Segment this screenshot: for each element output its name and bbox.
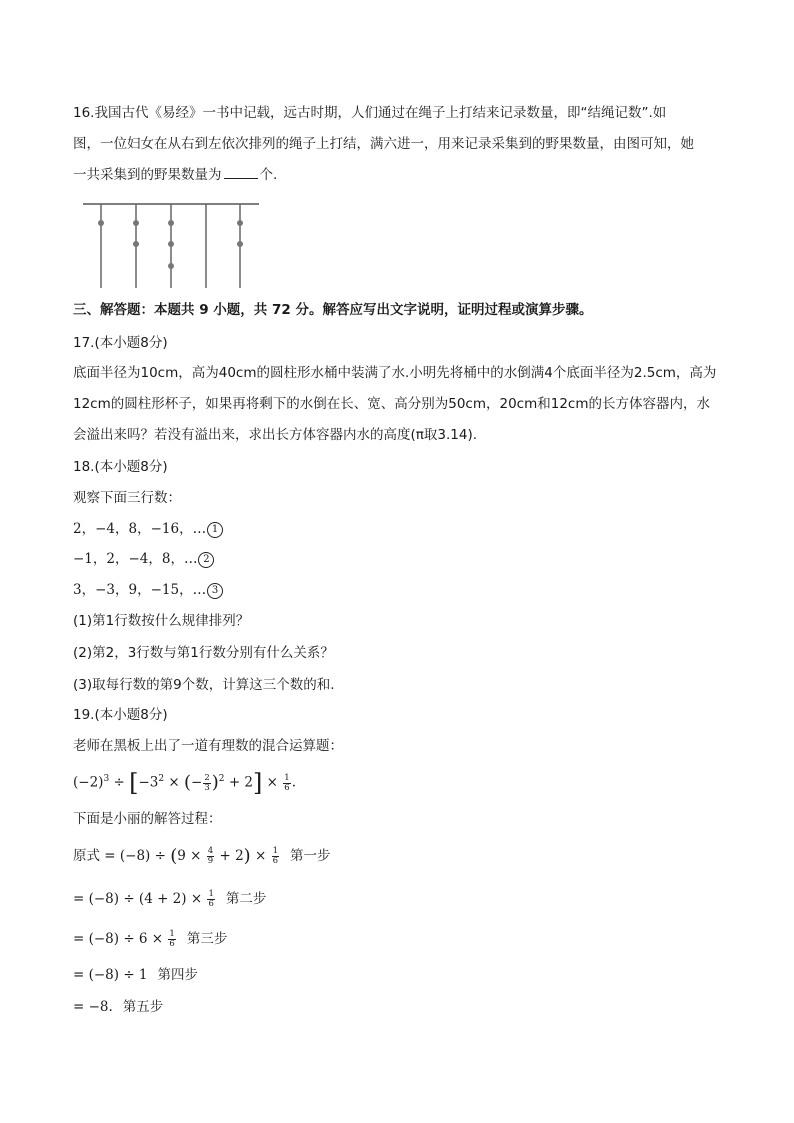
- q17-header: 17.(本小题8分): [73, 335, 168, 351]
- rope-knot: [133, 220, 139, 226]
- rope-knot: [237, 220, 243, 226]
- rope-knot: [98, 220, 104, 226]
- q19-expression: $(-2)^3 \div [-3^2$ × (− $\frac{2}{3}$ )$^2$ + 2] × $\frac{1}{6}$ .: [73, 769, 297, 797]
- step-4-expr: = (−8) ÷ 1: [73, 967, 148, 983]
- step-1-label: 第一步: [290, 848, 331, 864]
- q19-header: 19.(本小题8分): [73, 707, 168, 723]
- circled-number-3: 3: [207, 583, 223, 599]
- frac-num: 1: [272, 846, 279, 856]
- frac-num: 1: [284, 772, 290, 783]
- step-5-expr: = −8.: [73, 999, 113, 1015]
- fraction-4-9: [207, 847, 214, 866]
- q18-row-1-values: 2，−4，8，−16，…: [73, 521, 207, 537]
- step-2-expr: = (−8) ÷ (4 + 2) ×: [73, 891, 207, 907]
- fraction-1-6: [272, 847, 279, 866]
- step-4-label: 第四步: [157, 967, 199, 983]
- rope-knot: [168, 220, 174, 226]
- frac-num: 1: [169, 929, 175, 939]
- q19-solution-intro: 下面是小丽的解答过程：: [73, 811, 222, 827]
- solution-step-5: [73, 997, 163, 1017]
- rope-knot: [237, 241, 243, 247]
- q18-header: 18.(本小题8分): [73, 459, 168, 475]
- frac-num: 1: [208, 889, 214, 899]
- fraction-1-6: [168, 930, 175, 949]
- answer-blank: [224, 166, 258, 179]
- expr-exp: 3: [103, 774, 110, 784]
- fraction-1-6: [207, 890, 214, 909]
- right-paren: ): [211, 772, 219, 793]
- section-3-desc: 解答应写出文字说明，证明过程或演算步骤。: [322, 302, 593, 318]
- section-3-title: 三、解答题：: [73, 302, 154, 318]
- q18-row-3: [73, 581, 223, 599]
- step-2-label: 第二步: [225, 891, 267, 907]
- frac-den: 6: [272, 856, 279, 866]
- expr-div: ÷: [109, 774, 130, 791]
- rope-knot: [168, 241, 174, 247]
- q17-line-2: 12cm的圆柱形杯子，如果再将剩下的水倒在长、宽、高分别为50cm，20cm和12cm的长方体容器内，水: [73, 396, 711, 412]
- q16-line-3: [73, 166, 277, 184]
- step-3-expr: = (−8) ÷ 6 ×: [73, 931, 168, 947]
- q19-intro: 老师在黑板上出了一道有理数的混合运算题：: [73, 738, 343, 754]
- solution-step-1: [73, 842, 331, 871]
- expr-square: 2: [218, 774, 225, 784]
- frac-den: 6: [284, 782, 290, 793]
- step-1-part-b: 9 ×: [177, 848, 206, 864]
- step-3-label: 第三步: [186, 931, 228, 947]
- q18-row-2-values: −1，2，−4，8，…: [73, 551, 198, 567]
- step-1-part-c: + 2: [215, 848, 244, 864]
- step-1-part-d: ×: [250, 848, 271, 864]
- fraction-2-3: [203, 774, 210, 793]
- q18-subq-2: (2)第2，3行数与第1行数分别有什么关系？: [73, 645, 334, 661]
- q16-line-2: 图，一位妇女在从右到左依次排列的绳子上打结，满六进一，用来记录采集到的野果数量，由图可知，她: [73, 136, 694, 152]
- solution-step-2: [73, 885, 266, 913]
- section-3-count: 本题共 9 小题，共 72 分。: [154, 302, 323, 318]
- q18-subq-3: (3)取每行数的第9个数，计算这三个数的和.: [73, 677, 335, 693]
- frac-den: 6: [208, 899, 214, 909]
- left-paren: (: [170, 845, 178, 867]
- q18-row-3-values: 3，−3，9，−15，…: [73, 582, 207, 598]
- circled-number-2: 2: [198, 552, 214, 568]
- right-bracket: ]: [253, 769, 263, 797]
- left-bracket: [: [129, 769, 139, 797]
- solution-step-3: [73, 925, 227, 953]
- frac-den: 6: [169, 939, 175, 949]
- expr-times: ×: [164, 774, 184, 791]
- rope-knot: [133, 241, 139, 247]
- frac-num: 2: [204, 772, 210, 783]
- step-1-part-a: 原式 = (−8) ÷: [73, 848, 171, 864]
- section-3-header: [73, 301, 592, 319]
- q17-line-1: 底面半径为10cm，高为40cm的圆柱形水桶中装满了水.小明先将桶中的水倒满4个底面半径为2.5cm，高为: [73, 365, 717, 381]
- q16-line-3-end: 个.: [259, 167, 278, 183]
- expr-plus: + 2: [224, 774, 254, 791]
- q18-intro: 观察下面三行数：: [73, 490, 181, 506]
- q18-row-2: [73, 550, 214, 568]
- expr-end: .: [291, 774, 297, 791]
- q18-row-1: [73, 520, 223, 538]
- knotted-rope-figure: [83, 202, 263, 290]
- q16-line-1: 16.我国古代《易经》一书中记载，远古时期，人们通过在绳子上打结来记录数量，即“结绳记数”.如: [73, 105, 667, 121]
- frac-num: 4: [207, 846, 214, 856]
- expr-base: (−2): [73, 774, 104, 791]
- step-5-label: 第五步: [122, 999, 164, 1015]
- frac-den: 9: [207, 856, 214, 866]
- rope-strings: [98, 204, 243, 288]
- expr-neg: −3: [138, 774, 159, 791]
- frac-den: 3: [204, 782, 210, 793]
- right-paren: ): [243, 845, 251, 867]
- q18-subq-1: (1)第1行数按什么规律排列？: [73, 613, 250, 629]
- solution-step-4: [73, 965, 198, 985]
- fraction-1-6: [283, 774, 290, 793]
- expr-neg-exp: 2: [158, 774, 165, 784]
- q17-line-3: 会溢出来吗？若没有溢出来，求出长方体容器内水的高度(π取3.14).: [73, 427, 478, 443]
- expr-times-2: ×: [262, 774, 283, 791]
- q16-line-3-text: 一共采集到的野果数量为: [73, 167, 222, 183]
- left-paren: (: [184, 772, 192, 793]
- rope-knot: [168, 263, 174, 269]
- circled-number-1: 1: [207, 522, 223, 538]
